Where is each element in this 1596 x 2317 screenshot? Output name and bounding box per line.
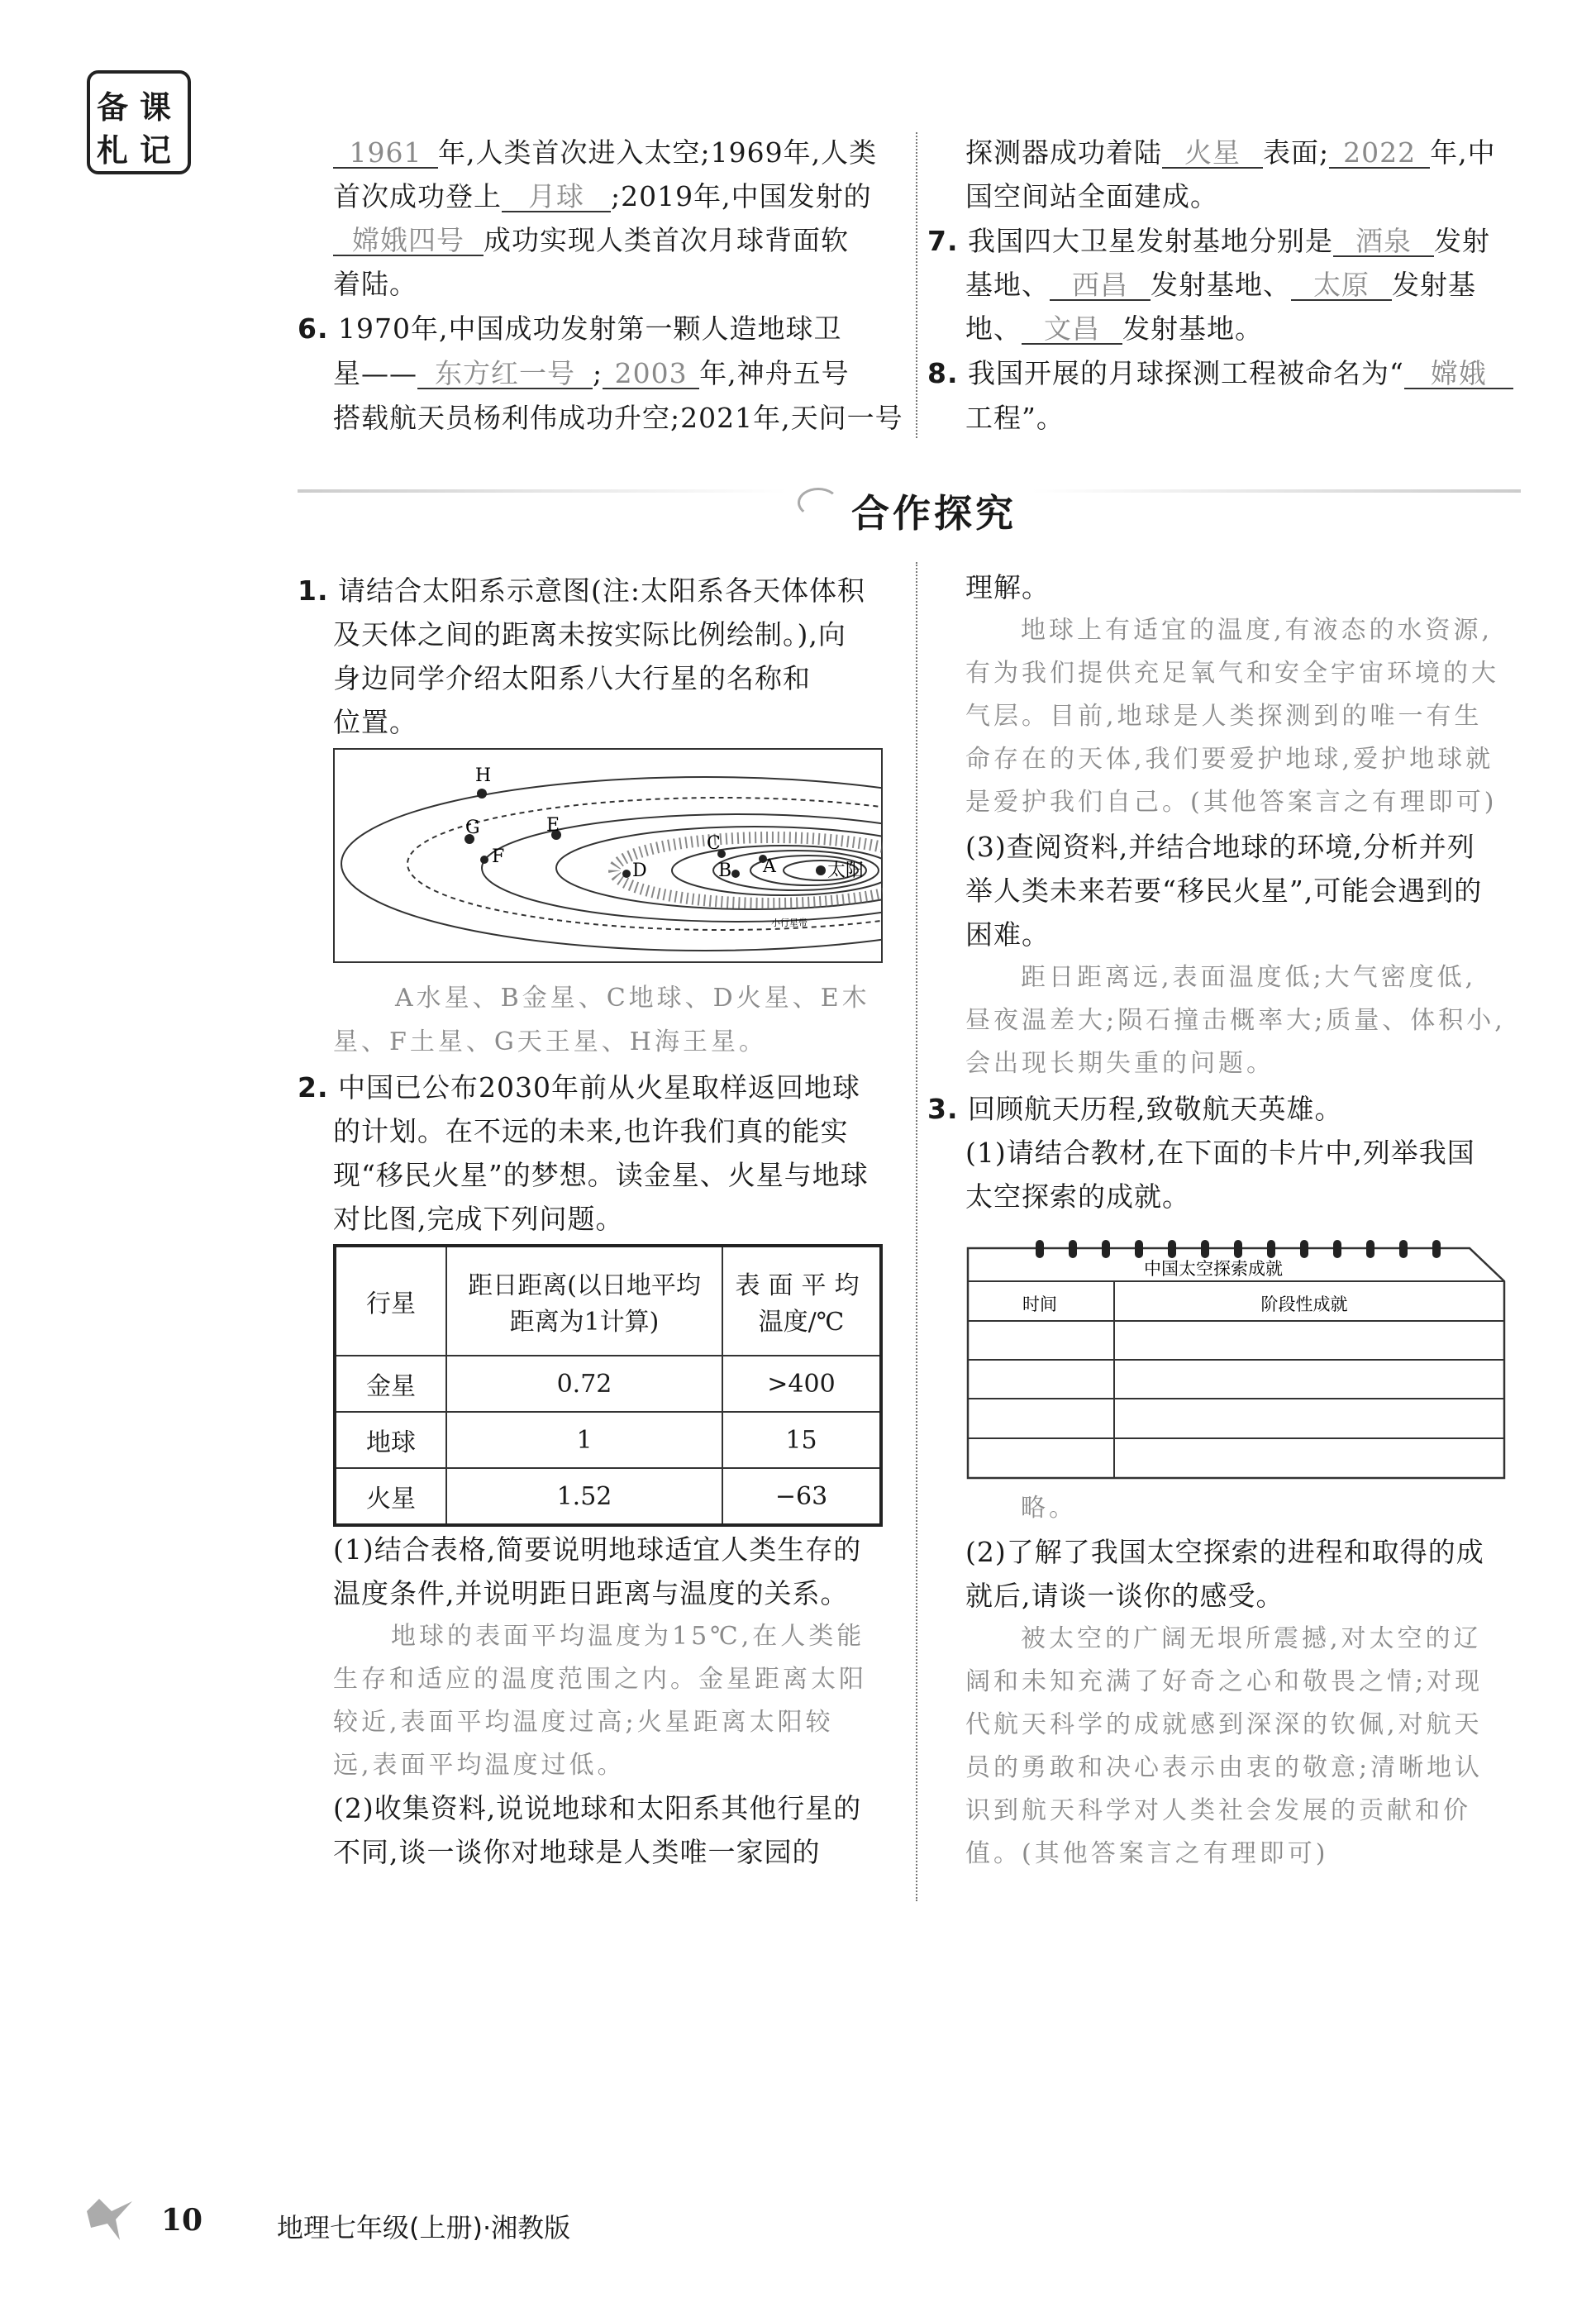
text: 成功实现人类首次月球背面软 xyxy=(484,224,849,256)
text-line: 身边同学介绍太阳系八大行星的名称和 xyxy=(333,662,811,694)
answer-text: 略。 xyxy=(1021,1494,1077,1523)
card-col-achievement: 阶段性成就 xyxy=(1260,1294,1348,1314)
header-temp-line1: 表面平均 xyxy=(735,1271,868,1300)
sub-question: (3)查阅资料,并结合地球的环境,分析并列 xyxy=(965,831,1475,863)
text: 年,神舟五号 xyxy=(699,357,850,389)
answer-text: A水星、B金星、C地球、D火星、E木 xyxy=(395,984,870,1013)
text-line: 对比图,完成下列问题。 xyxy=(333,1203,624,1235)
text: 年,中 xyxy=(1430,136,1496,169)
text: 请结合太阳系示意图(注:太阳系各天体体积 xyxy=(338,574,865,607)
question-7 xyxy=(927,225,1490,258)
lesson-notes-logo xyxy=(87,70,191,174)
label-c: C xyxy=(707,833,721,854)
answer-blank[interactable]: 2022 xyxy=(1329,139,1430,169)
question-number: 6. xyxy=(298,312,329,345)
text: 1970年,中国成功发射第一颗人造地球卫 xyxy=(338,312,842,345)
cell-planet: 金星 xyxy=(335,1356,446,1412)
question-number: 3. xyxy=(927,1093,959,1125)
answer-text: 员的勇敢和决心表示由衷的敬意;清晰地认 xyxy=(965,1753,1484,1782)
text-line xyxy=(333,224,849,257)
header-temperature xyxy=(722,1246,881,1356)
text-line: 就后,请谈一谈你的感受。 xyxy=(965,1580,1284,1612)
answer-text: 识到航天科学对人类社会发展的贡献和价 xyxy=(965,1796,1471,1825)
card-outline xyxy=(968,1248,1504,1478)
question-number: 8. xyxy=(927,357,959,389)
label-d: D xyxy=(632,861,647,881)
answer-text: 值。(其他答案言之有理即可) xyxy=(965,1839,1329,1868)
planet-h xyxy=(477,789,487,799)
text-line: 工程”。 xyxy=(965,402,1065,434)
cell-temp: 15 xyxy=(722,1412,881,1468)
text: 发射 xyxy=(1434,225,1490,257)
text: 我国四大卫星发射基地分别是 xyxy=(968,225,1333,257)
table-row xyxy=(335,1468,881,1525)
answer-text: 气层。目前,地球是人类探测到的唯一有生 xyxy=(965,702,1483,731)
question-8 xyxy=(927,357,1513,390)
table-header-row xyxy=(335,1246,881,1356)
text-line: 及天体之间的距离未按实际比例绘制。),向 xyxy=(333,618,846,651)
cell-temp: −63 xyxy=(722,1468,881,1525)
card-title: 中国太空探索成就 xyxy=(1144,1259,1283,1279)
answer-text: 星、F土星、G天王星、H海王星。 xyxy=(333,1027,767,1056)
swirl-icon xyxy=(798,488,839,517)
sub-question: (1)结合表格,简要说明地球适宜人类生存的 xyxy=(333,1533,862,1566)
answer-text: 地球的表面平均温度为15℃,在人类能 xyxy=(391,1622,865,1651)
sun-dot xyxy=(816,865,826,875)
answer-text: 远,表面平均温度过低。 xyxy=(333,1751,626,1780)
text-line xyxy=(965,269,1476,302)
answer-blank[interactable]: 火星 xyxy=(1162,139,1263,169)
cell-planet: 地球 xyxy=(335,1412,446,1468)
label-b: B xyxy=(718,861,732,881)
question-number: 1. xyxy=(298,574,329,607)
header-distance xyxy=(446,1246,722,1356)
page-corner-icon xyxy=(83,2195,141,2244)
text-line xyxy=(333,357,850,390)
label-h: H xyxy=(475,765,492,786)
answer-blank[interactable]: 文昌 xyxy=(1022,315,1122,345)
text-line: 理解。 xyxy=(965,571,1050,603)
text: ;2019年,中国发射的 xyxy=(611,180,872,212)
header-distance-line1: 距日距离(以日地平均 xyxy=(468,1271,701,1300)
text: 表面; xyxy=(1263,136,1330,169)
space-achievement-card xyxy=(965,1240,1507,1480)
planet-b xyxy=(731,870,740,878)
text-line: 举人类未来若要“移民火星”,可能会遇到的 xyxy=(965,875,1483,907)
text-line: 温度条件,并说明距日距离与温度的关系。 xyxy=(333,1577,849,1609)
sub-question: (1)请结合教材,在下面的卡片中,列举我国 xyxy=(965,1137,1475,1169)
cell-distance: 1 xyxy=(446,1412,722,1468)
text-line: 不同,谈一谈你对地球是人类唯一家园的 xyxy=(333,1836,821,1868)
planet-f xyxy=(480,856,488,864)
answer-blank[interactable]: 酒泉 xyxy=(1333,227,1434,257)
header-distance-line2: 距离为1计算) xyxy=(509,1308,660,1337)
text: 星—— xyxy=(333,357,417,389)
text: ; xyxy=(593,357,603,389)
cell-distance: 1.52 xyxy=(446,1468,722,1525)
text-line: 位置。 xyxy=(333,706,417,738)
question-6 xyxy=(298,312,841,346)
text: 发射基 xyxy=(1392,269,1476,301)
page-number: 10 xyxy=(161,2203,203,2238)
text: 发射基地。 xyxy=(1122,312,1263,345)
text-line xyxy=(965,136,1496,169)
label-f: F xyxy=(492,846,505,867)
solar-system-diagram xyxy=(333,748,883,963)
answer-text: 代航天科学的成就感到深深的钦佩,对航天 xyxy=(965,1710,1483,1739)
logo-char: 记 xyxy=(140,132,172,169)
header-temp-line2: 温度/℃ xyxy=(758,1308,845,1337)
label-sun: 太阳 xyxy=(827,861,865,881)
column-divider xyxy=(916,562,917,1901)
label-e: E xyxy=(546,815,560,836)
answer-blank[interactable]: 东方红一号 xyxy=(417,360,593,389)
question-2 xyxy=(298,1071,860,1104)
text: 地、 xyxy=(965,312,1022,345)
answer-text: 会出现长期失重的问题。 xyxy=(965,1049,1274,1078)
card-col-time: 时间 xyxy=(1022,1294,1057,1314)
answer-blank[interactable]: 嫦娥四号 xyxy=(333,226,484,256)
cell-planet: 火星 xyxy=(335,1468,446,1525)
answer-text: 被太空的广阔无垠所震撼,对太空的辽 xyxy=(1021,1624,1482,1653)
planet-comparison-table xyxy=(333,1244,883,1527)
header-planet: 行星 xyxy=(335,1246,446,1356)
question-1 xyxy=(298,574,865,608)
answer-blank[interactable]: 2003 xyxy=(603,360,699,389)
cell-temp: >400 xyxy=(722,1356,881,1412)
text-line: 太空探索的成就。 xyxy=(965,1180,1190,1213)
cell-distance: 0.72 xyxy=(446,1356,722,1412)
text: 基地、 xyxy=(965,269,1050,301)
answer-text: 阔和未知充满了好奇之心和敬畏之情;对现 xyxy=(965,1667,1484,1696)
question-number: 2. xyxy=(298,1071,329,1104)
answer-blank[interactable]: 嫦娥 xyxy=(1404,360,1513,389)
column-divider xyxy=(916,132,917,438)
label-asteroid-belt: 小行星带 xyxy=(771,918,808,928)
text: 年,人类首次进入太空;1969年,人类 xyxy=(438,136,878,169)
text-line: 困难。 xyxy=(965,918,1050,951)
answer-text: 命存在的天体,我们要爱护地球,爱护地球就 xyxy=(965,745,1494,774)
label-a: A xyxy=(763,856,776,877)
text: 探测器成功着陆 xyxy=(965,136,1162,169)
text: 首次成功登上 xyxy=(333,180,502,212)
answer-blank[interactable]: 月球 xyxy=(502,183,611,212)
answer-text: 生存和适应的温度范围之内。金星距离太阳 xyxy=(333,1665,867,1694)
answer-text: 地球上有适宜的温度,有液态的水资源, xyxy=(1021,616,1494,645)
answer-blank[interactable]: 太原 xyxy=(1291,271,1392,301)
section-title: 合作探究 xyxy=(851,491,1017,536)
text-line xyxy=(965,312,1263,346)
text-line: 的计划。在不远的未来,也许我们真的能实 xyxy=(333,1115,849,1147)
logo-char: 课 xyxy=(140,89,172,126)
text-line: 着陆。 xyxy=(333,268,417,300)
text-line xyxy=(333,180,872,213)
label-g: G xyxy=(465,818,480,838)
question-3 xyxy=(927,1093,1343,1126)
text-line: 搭载航天员杨利伟成功升空;2021年,天问一号 xyxy=(333,402,903,434)
book-title: 地理七年级(上册)·湘教版 xyxy=(277,2212,571,2243)
logo-char: 备 xyxy=(97,89,129,126)
text: 回顾航天历程,致敬航天英雄。 xyxy=(968,1093,1343,1125)
answer-blank[interactable]: 西昌 xyxy=(1050,271,1151,301)
answer-text: 昼夜温差大;陨石撞击概率大;质量、体积小, xyxy=(965,1006,1506,1035)
text: 我国开展的月球探测工程被命名为“ xyxy=(968,357,1404,389)
table-row xyxy=(335,1412,881,1468)
sub-question: (2)了解了我国太空探索的进程和取得的成 xyxy=(965,1536,1484,1568)
answer-text: 有为我们提供充足氧气和安全宇宙环境的大 xyxy=(965,659,1499,688)
text: 发射基地、 xyxy=(1151,269,1291,301)
text-line xyxy=(333,136,877,169)
table-row xyxy=(335,1356,881,1412)
text: 中国已公布2030年前从火星取样返回地球 xyxy=(338,1071,860,1104)
answer-text: 是爱护我们自己。(其他答案言之有理即可) xyxy=(965,788,1498,817)
text-line: 现“移民火星”的梦想。读金星、火星与地球 xyxy=(333,1159,869,1191)
answer-blank[interactable]: 1961 xyxy=(333,139,438,169)
text-line: 国空间站全面建成。 xyxy=(965,180,1218,212)
planet-d xyxy=(622,870,631,878)
answer-text: 距日距离远,表面温度低;大气密度低, xyxy=(1021,963,1477,992)
answer-text: 较近,表面平均温度过高;火星距离太阳较 xyxy=(333,1708,834,1737)
question-number: 7. xyxy=(927,225,959,257)
sub-question: (2)收集资料,说说地球和太阳系其他行星的 xyxy=(333,1792,862,1824)
logo-char: 札 xyxy=(97,132,129,169)
